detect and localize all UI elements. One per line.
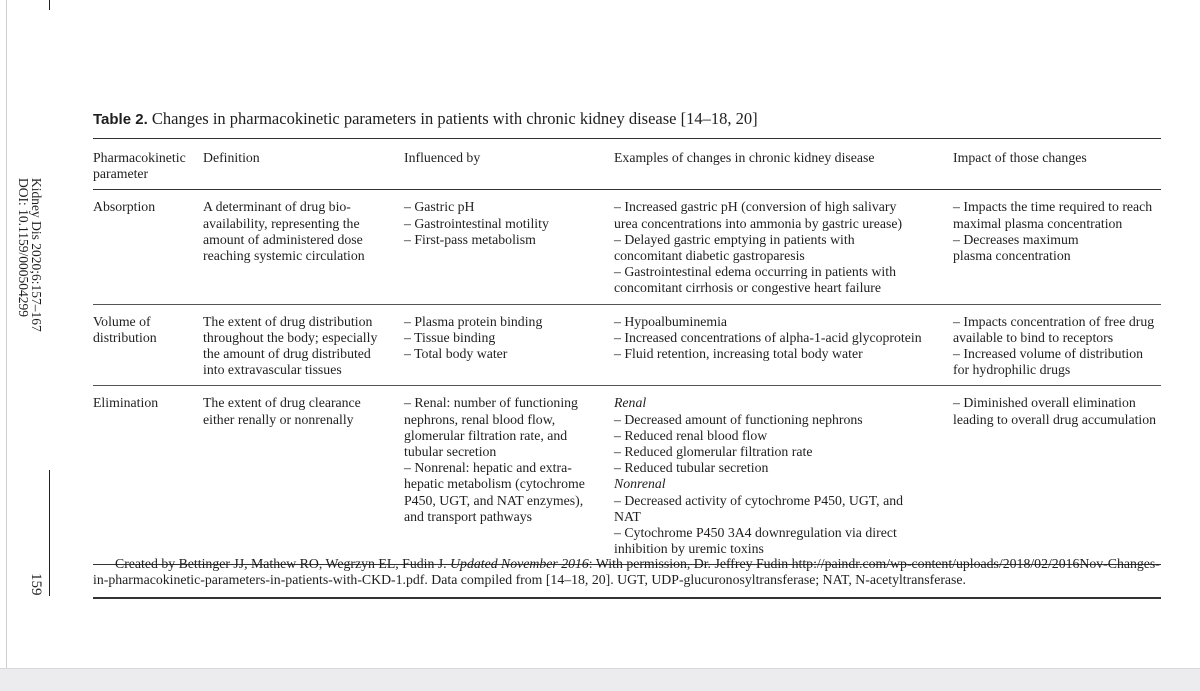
journal-citation: Kidney Dis 2020;6:157–167 [29, 178, 44, 332]
cell-impact: – Impacts the time required to reach maximal plasma concentration – Decreases maximum plasma concentration [953, 199, 1153, 264]
table-row [93, 190, 1161, 304]
renal-subheading: Renal [614, 395, 647, 411]
header-parameter: Pharmacokinetic parameter [93, 139, 203, 190]
table-footnote [93, 556, 1161, 589]
cell-impact: – Impacts concentration of free drug available to bind to receptors – Increased volume of distribution for hydrophilic drugs [953, 304, 1161, 386]
cell-impact: – Diminished overall elimination leading to overall drug accumulation [953, 386, 1161, 565]
cell-definition: The extent of drug distribution throughout the body; especially the amount of drug distributed into extravascular tissues [203, 304, 404, 386]
footnote-rule [93, 597, 1161, 599]
cell-parameter: Volume of distribution [93, 304, 203, 386]
header-examples: Examples of changes in chronic kidney disease [614, 139, 953, 190]
table-row [93, 386, 1161, 565]
cell-definition: A determinant of drug bio- availability, representing the amount of administered dose reaching systemic circulation [203, 199, 365, 264]
header-definition: Definition [203, 139, 404, 190]
cell-influenced-by: – Gastric pH – Gastrointestinal motility – First-pass metabolism [404, 199, 549, 247]
cell-definition: The extent of drug clearance either renally or nonrenally [203, 386, 404, 565]
margin-rule-middle [49, 470, 50, 596]
table-label: Table 2. [93, 111, 148, 128]
table-caption [93, 109, 1163, 129]
cell-influenced-by: – Renal: number of functioning nephrons, renal blood flow, glomerular filtration rate, and tubular secretion – Nonrenal: hepatic and extra- hepatic metabolism (cytochrome P450, UGT, and NAT enzymes), and transport pathways [404, 386, 614, 565]
margin-rule-top [49, 0, 50, 10]
cell-parameter: Elimination [93, 386, 203, 565]
table-header-row [93, 139, 1161, 190]
footnote-line-1: Created by Bettinger JJ, Mathew RO, Wegrzyn EL, Fudin J. Updated November 2016: With permission, Dr. Jeffrey Fudin http://paindr.com/wp-content/uploads/2018/02/2016Nov-Changes- [115, 556, 1160, 571]
page-edge [6, 0, 7, 668]
cell-influenced-by: – Plasma protein binding – Tissue binding – Total body water [404, 304, 614, 386]
cell-examples: – Increased gastric pH (conversion of high salivary urea concentrations into ammonia by gastric urease) – Delayed gastric emptying in patients with concomitant diabetic gastroparesis – Gastrointestinal edema occurring in patients with concomitant cirrhosis or congestive heart failure [614, 199, 903, 296]
doi-text: DOI: 10.1159/000504299 [16, 178, 31, 317]
nonrenal-subheading: Nonrenal [614, 476, 666, 492]
pharmacokinetics-table [93, 138, 1161, 565]
header-influenced-by: Influenced by [404, 139, 614, 190]
footnote-line-2: in-pharmacokinetic-parameters-in-patients-with-CKD-1.pdf. Data compiled from [14–18, 20]. UGT, UDP-glucuronosyltransferase; NAT, N-acetyltransferase. [93, 572, 967, 588]
viewer-bottom-strip [0, 668, 1200, 691]
cell-examples: – Hypoalbuminemia – Increased concentrations of alpha-1-acid glycoprotein – Fluid retention, increasing total body water [614, 304, 953, 386]
cell-parameter: Absorption [93, 199, 156, 215]
page-number: 159 [28, 573, 44, 596]
header-impact: Impact of those changes [953, 139, 1161, 190]
table-row [93, 304, 1161, 386]
table-caption-text: Changes in pharmacokinetic parameters in patients with chronic kidney disease [14–18, 20] [151, 109, 758, 128]
cell-examples: Renal – Decreased amount of functioning nephrons – Reduced renal blood flow – Reduced glomerular filtration rate – Reduced tubular secretion Nonrenal – Decreased activity of cytochrome P450, UGT, and NAT – Cytochrome P450 3A4 downregulation via direct inhibition by uremic toxins [614, 386, 953, 565]
